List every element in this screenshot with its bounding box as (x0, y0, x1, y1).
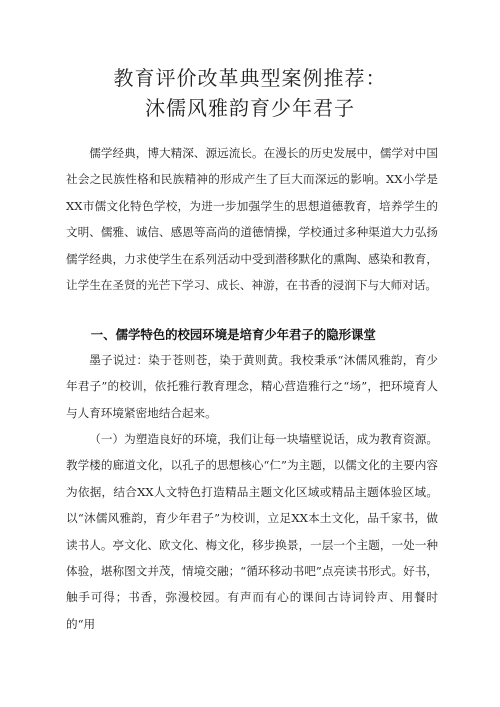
mozi-paragraph: 墨子说过：染于苍则苍，染于黄则黄。我校秉承“沐儒风雅韵，育少年君子”的校训，依托雅行教育理念，精心营造雅行之“场”，把环境育人与人育环境紧密地结合起来。 (66, 353, 438, 420)
section1-heading: 一、儒学特色的校园环境是培育少年君子的隐形课堂 (90, 327, 376, 342)
subsection1-paragraph: （一）为塑造良好的环境，我们让每一块墙壁说话，成为教育资源。教学楼的廊道文化，以孔子的思想核心“仁”为主题，以儒文化的主要内容为依据，结合XX人文特色打造精品主题文化区域或精品主题体验区域。以“沐儒风雅韵，育少年君子”为校训，立足XX本土文化，品千家书，做读书人。亭文化、欧文化、梅文化，移步换景，一层一个主题，一处一种体验，堪称图文并茂，情境交融；“循环移动书吧”点亮读书形式。好书，触手可得；书香，弥漫校园。有声而有心的课间古诗词铃声、用餐时的“用 (66, 432, 438, 631)
document-title-line2: 沐儒风雅韵育少年君子 (145, 96, 355, 120)
document-title-line1: 教育评价改革典型案例推荐： (113, 66, 387, 90)
intro-paragraph: 儒学经典，博大精深、源远流长。在漫长的历史发展中，儒学对中国社会之民族性格和民族精神的形成产生了巨大而深远的影响。XX小学是XX市儒文化特色学校，为进一步加强学生的思想道德教育，培养学生的文明、儒雅、诚信、感恩等高尚的道德情操，学校通过多种渠道大力弘扬儒学经典，力求使学生在系列活动中受到潜移默化的熏陶、感染和教育，让学生在圣贤的光芒下学习、成长、神游，在书香的浸润下与大师对话。 (66, 146, 438, 293)
